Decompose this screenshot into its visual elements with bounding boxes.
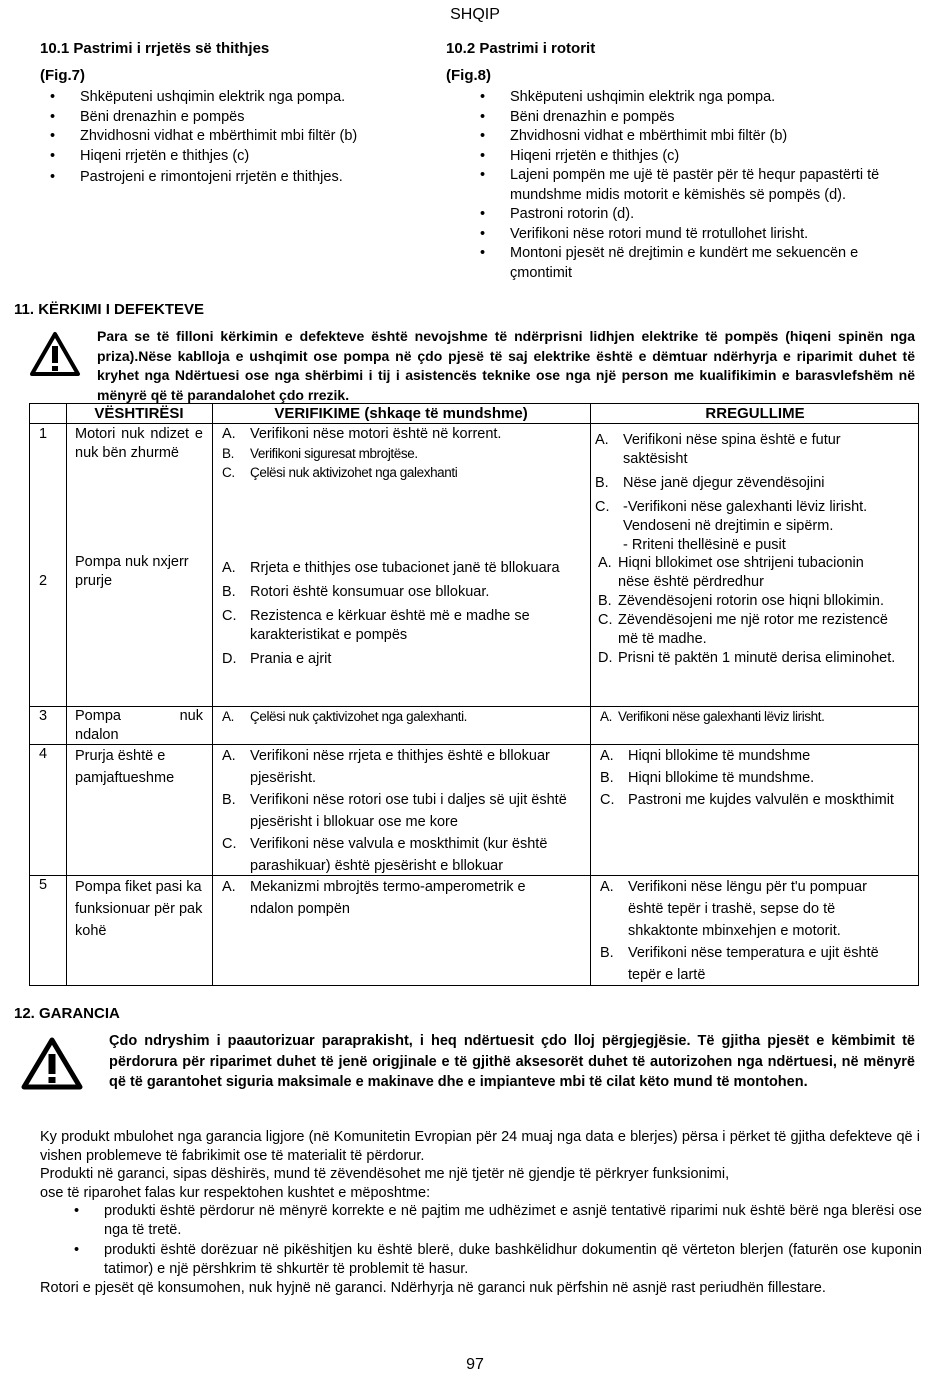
section-12-warning: Çdo ndryshim i paautorizuar paraprakisht, i heq ndërtuesit çdo lloj përgjegjësie. Të gjitha pjesët e këmbimit të përdorura për riparimet duhet të jenë origjinale e të gjithë aksesorët duhet të autorizohen nga ndërtuesi, në mënyrë që të garantohet siguria maksimale e makinave dhe e impianteve mbi të cilat këto mund të montohen. <box>109 1033 915 1090</box>
list-item: • Zhvidhosni vidhat e mbërthimit mbi filtër (b) <box>472 127 912 147</box>
section-10-1-list <box>40 88 420 188</box>
row-checks: A. Verifikoni nëse rrjeta e thithjes është e bllokuar pjesërisht. B. Verifikoni nëse rotori ose tubi i daljes së ujit është pjesërisht i bllokuar ose me kore C. Verifikoni nëse valvula e moskthimit (kur është parashikuar) është pjesërisht e bllokuar <box>222 748 567 874</box>
row-fixes: A. Verifikoni nëse lëngu për t'u pompuar është tepër i trashë, sepse do të shkaktonte mbinxehjen e motorit. B. Verifikoni nëse temperatura e ujit është tepër e lartë <box>600 879 879 983</box>
list-item: • Pastrojeni e rimontojeni rrjetën e thithjes. <box>40 168 420 188</box>
troubleshooting-table <box>29 403 919 986</box>
warranty-conditions <box>40 1202 922 1278</box>
warning-icon <box>29 331 81 377</box>
row-checks: A. Çelësi nuk çaktivizohet nga galexhanti. <box>222 709 468 724</box>
row-number: 2 <box>39 573 48 589</box>
list-item: • Bëni drenazhin e pompës <box>472 108 912 128</box>
row-problem: Pompa nuk nxjerr prurje <box>75 554 189 589</box>
row-checks: A. Mekanizmi mbrojtës termo-amperometrik e ndalon pompën <box>222 879 526 917</box>
page-number: 97 <box>466 1356 484 1373</box>
list-item: • Hiqeni rrjetën e thithjes (c) <box>472 147 912 167</box>
page-header: SHQIP <box>450 6 500 23</box>
section-10-1-fig: (Fig.7) <box>40 67 85 84</box>
list-item: • produkti është përdorur në mënyrë korrekte e në pajtim me udhëzimet e asnjë tentativë riparimi nuk është bërë nga blerësi ose nga të tretë. <box>40 1202 922 1239</box>
section-10-1-title: 10.1 Pastrimi i rrjetës së thithjes <box>40 40 270 57</box>
list-item: • Montoni pjesët në drejtimin e kundërt me sekuencën e çmontimit <box>472 244 912 283</box>
row-checks: A. Verifikoni nëse motori është në korrent. B. Verifikoni siguresat mbrojtëse. C. Çelësi nuk aktivizohet nga galexhanti <box>222 426 502 480</box>
row-fixes: A. Verifikoni nëse galexhanti lëviz lirisht. <box>600 709 825 724</box>
row-number: 1 <box>39 426 48 442</box>
list-item: • Verifikoni nëse rotori mund të rrotullohet lirisht. <box>472 225 912 245</box>
row-problem: Prurja është e pamjaftueshme <box>75 748 175 786</box>
warranty-text <box>40 1128 920 1202</box>
section-11-warning: Para se të filloni kërkimin e defekteve është nevojshme të ndërprisni lidhjen elektrike të pompës (hiqeni spinën nga priza).Nëse kablloja e ushqimit ose pompa në çdo pjesë të saj elektrike është e dëmtuar ndërhyrja e riparimit duhet të kryhet nga Ndërtuesi ose nga shërbimi i tij i asistencës teknike ose nga një person me kualifikimin e barasvlefshëm në mënyrë që të parandalohet çdo rrezik. <box>97 328 915 403</box>
section-10-2-list <box>472 88 912 283</box>
table-header-problem: VËSHTIRËSI <box>94 405 184 422</box>
paragraph: ose të riparohet falas kur respektohen kushtet e mëposhtme: <box>40 1184 431 1201</box>
list-item: • Shkëputeni ushqimin elektrik nga pompa. <box>40 88 420 108</box>
list-item: • Lajeni pompën me ujë të pastër për të hequr papastërti të mundshme midis motorit e këmishës së pompës (d). <box>472 166 912 205</box>
paragraph: Produkti në garanci, sipas dëshirës, mund të zëvendësohet me një tjetër në gjendje të përkryer funksionimi, <box>40 1166 730 1182</box>
row-number: 4 <box>39 746 48 762</box>
row-fixes: A. Verifikoni nëse spina është e futur saktësisht B. Nëse janë djegur zëvendësojini C. -Verifikoni nëse galexhanti lëviz lirisht. Vendoseni në drejtimin e sipërm. - Rriteni thellësinë e pusit <box>595 432 868 553</box>
list-item: • Zhvidhosni vidhat e mbërthimit mbi filtër (b) <box>40 127 420 147</box>
warning-icon <box>20 1037 84 1091</box>
paragraph: Ky produkt mbulohet nga garancia ligjore (në Komunitetin Evropian për 24 muaj nga data e blerjes) përsa i përket të gjitha defekteve që i vishen problemeve të fabrikimit ose të materialit të përdorur. <box>40 1129 920 1164</box>
table-header-fixes: RREGULLIME <box>705 405 805 422</box>
row-problem: Pompa fiket pasi ka funksionuar për pak kohë <box>75 879 203 939</box>
row-number: 3 <box>39 708 48 724</box>
list-item: • Shkëputeni ushqimin elektrik nga pompa. <box>472 88 912 108</box>
table-header-checks: VERIFIKIME (shkaqe të mundshme) <box>274 405 528 422</box>
row-problem: Motori nuk ndizet e nuk bën zhurmë <box>75 426 203 461</box>
row-problem: Pompa nuk ndalon <box>75 708 203 743</box>
section-10-2-title: 10.2 Pastrimi i rotorit <box>446 40 596 57</box>
row-number: 5 <box>39 877 48 893</box>
section-10-2-fig: (Fig.8) <box>446 67 491 84</box>
section-12-title: 12. GARANCIA <box>14 1005 120 1022</box>
paragraph: Rotori e pjesët që konsumohen, nuk hyjnë në garanci. Ndërhyrja në garanci nuk përfshin në asnjë rast periudhën fillestare. <box>40 1280 826 1296</box>
row-checks: A. Rrjeta e thithjes ose tubacionet janë të bllokuara B. Rotori është konsumuar ose bllokuar. C. Rezistenca e kërkuar është më e madhe se karakteristikat e pompës D. Prania e ajrit <box>222 560 560 667</box>
row-fixes: A. Hiqni bllokimet ose shtrijeni tubacionin nëse është përdredhur B. Zëvendësojeni rotorin ose hiqni bllokimin. C. Zëvendësojeni me një rotor me rezistencë më të madhe. D. Prisni të paktën 1 minutë derisa eliminohet. <box>598 555 896 666</box>
list-item: • Hiqeni rrjetën e thithjes (c) <box>40 147 420 167</box>
list-item: • Pastroni rotorin (d). <box>472 205 912 225</box>
list-item: • Bëni drenazhin e pompës <box>40 108 420 128</box>
row-fixes: A. Hiqni bllokime të mundshme B. Hiqni bllokime të mundshme. C. Pastroni me kujdes valvulën e moskthimit <box>600 748 894 808</box>
section-11-title: 11. KËRKIMI I DEFEKTEVE <box>14 301 205 318</box>
list-item: • produkti është dorëzuar në pikëshitjen ku është blerë, duke bashkëlidhur dokumentin që vërteton blerjen (faturën ose kuponin tatimor) e një përshkrim të shkurtër të problemit të hasur. <box>40 1241 922 1278</box>
